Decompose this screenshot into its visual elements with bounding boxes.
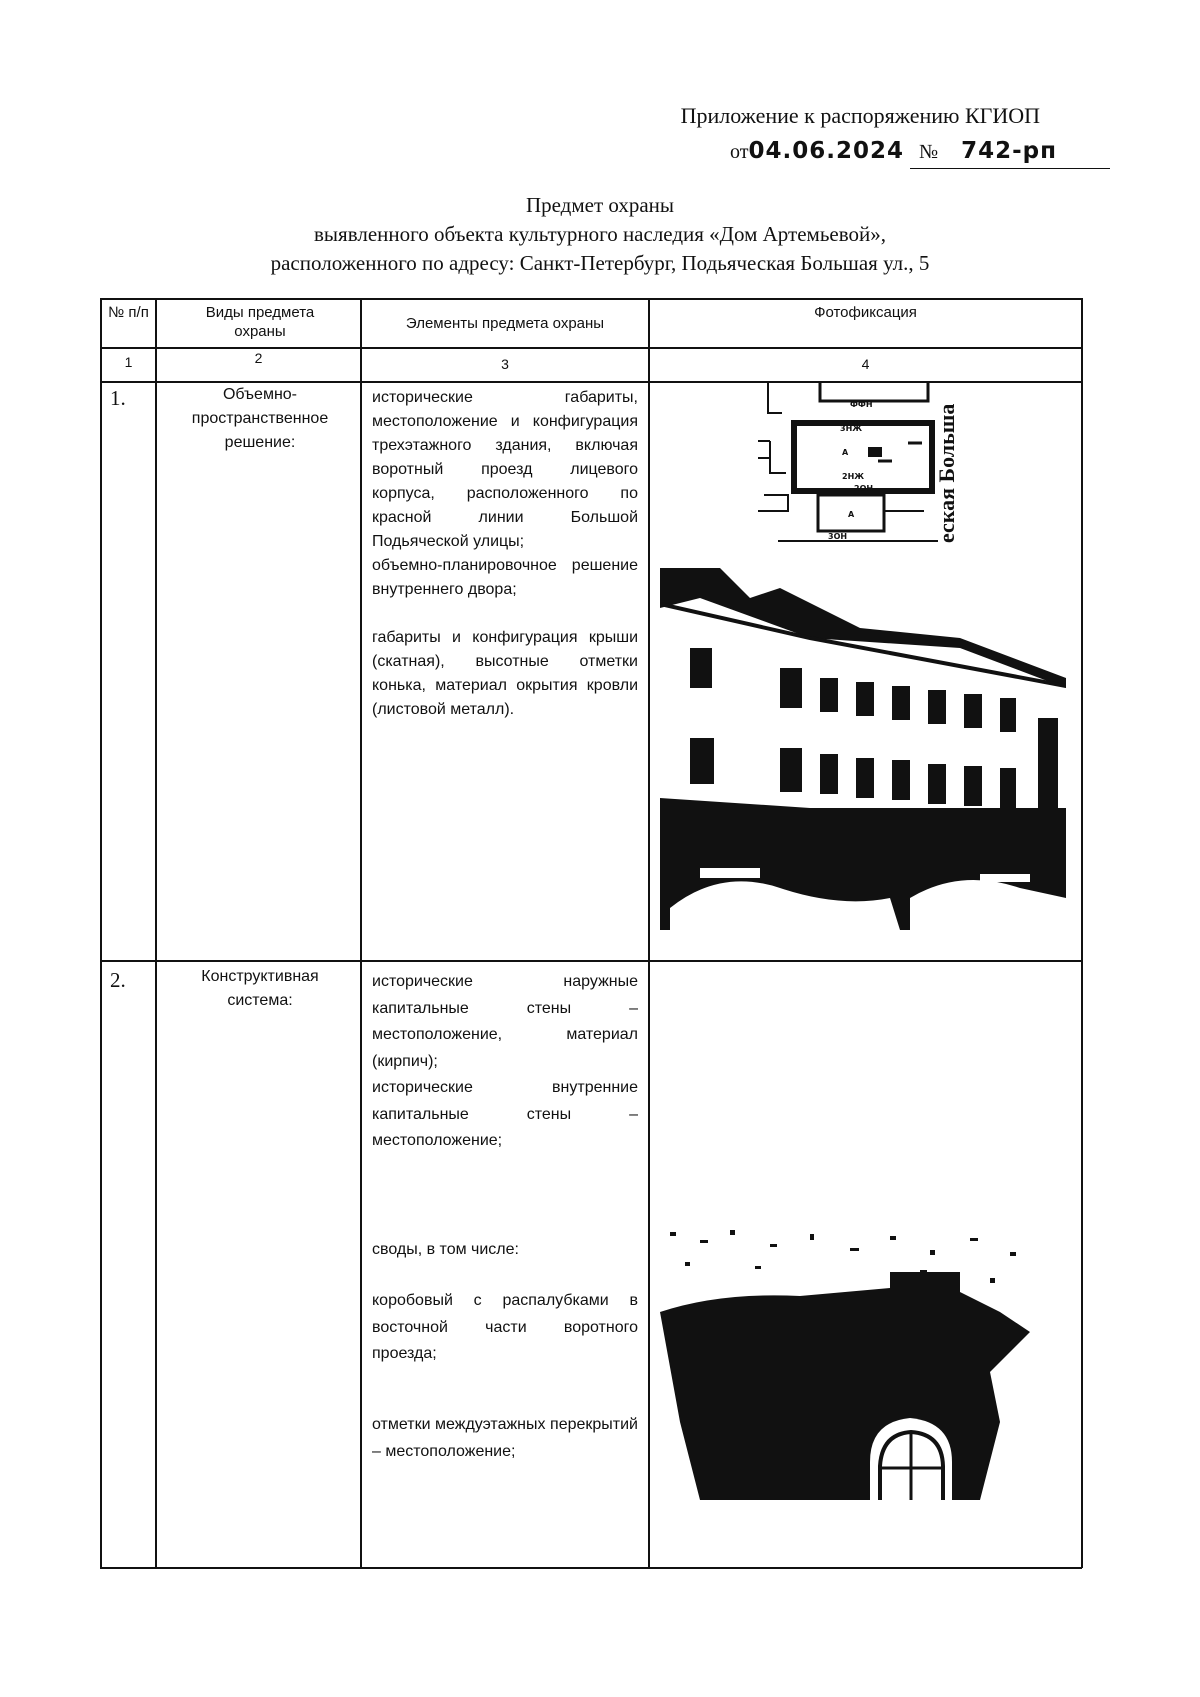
element-item: исторические внутренние капитальные стены – местоположение; <box>372 1079 638 1149</box>
row-kind: Объемно-пространственное решение: <box>191 386 329 451</box>
table-rule <box>155 298 157 1568</box>
element-item: своды, в том числе: <box>372 1241 519 1258</box>
table-rule <box>648 298 650 1568</box>
col-header-number: № п/п <box>108 304 149 321</box>
object-name: выявленного объекта культурного наследия «Дом Артемьевой», <box>314 222 886 246</box>
table-border <box>1081 298 1083 1568</box>
map-label: А <box>842 448 849 457</box>
map-label: ФФН <box>850 400 873 409</box>
document-title: Предмет охраны <box>525 193 675 217</box>
row-number: 1. <box>110 386 126 410</box>
vault-photo <box>660 1222 1060 1500</box>
vault-photo-drawing <box>660 1222 1060 1500</box>
col-header-photo: Фотофиксация <box>814 304 917 321</box>
col-number: 3 <box>501 356 509 372</box>
map-label: 3ОН <box>828 532 848 541</box>
site-plan-drawing <box>758 383 960 543</box>
row-elements <box>372 1412 638 1465</box>
col-header-elements: Элементы предмета охраны <box>405 315 605 332</box>
row-elements <box>372 1288 638 1368</box>
facade-photo-drawing <box>660 568 1066 930</box>
object-address: расположенного по адресу: Санкт-Петербург, Подьяческая Большая ул., 5 <box>270 251 930 275</box>
row-elements <box>372 386 638 722</box>
row-number: 2. <box>110 968 126 992</box>
order-number: 742-рп <box>961 138 1058 164</box>
map-label: 2НЖ <box>842 472 865 481</box>
map-label: 2ОН <box>854 484 874 493</box>
row-elements <box>372 969 638 1155</box>
table-border <box>100 298 102 1568</box>
map-label: А <box>848 510 855 519</box>
table-border <box>100 1567 1082 1569</box>
table-border <box>100 298 1082 300</box>
row-kind: Конструктивная система: <box>201 968 319 1009</box>
col-number: 1 <box>124 354 133 370</box>
facade-photo <box>660 568 1066 930</box>
appendix-title: Приложение к распоряжению КГИОП <box>680 103 1040 128</box>
order-number-label: № <box>919 141 939 163</box>
site-plan-image <box>758 383 960 543</box>
table-rule <box>360 298 362 1568</box>
order-date: 04.06.2024 <box>748 138 904 164</box>
table-rule <box>100 347 1082 349</box>
col-number: 4 <box>861 356 870 372</box>
map-street-label: еская Больша <box>934 403 959 543</box>
element-item: габариты и конфигурация крыши (скатная), высотные отметки конька, материал окрытия кровли (листовой металл). <box>372 629 638 718</box>
element-item: коробовый с распалубками в восточной части воротного проезда; <box>372 1292 638 1362</box>
order-prefix: от <box>730 141 749 163</box>
row-elements <box>372 1238 638 1262</box>
map-label: 3НЖ <box>840 424 863 433</box>
col-number: 2 <box>254 350 263 366</box>
element-item: исторические габариты, местоположение и конфигурация трехэтажного здания, включая воротный проезд лицевого корпуса, расположенного по красной линии Большой Подьяческой улицы; <box>372 389 638 550</box>
element-item: исторические наружные капитальные стены – местоположение, материал (кирпич); <box>372 973 638 1070</box>
order-underline <box>910 168 1110 169</box>
element-item: объемно-планировочное решение внутреннего двора; <box>372 557 638 598</box>
table-rule <box>100 960 1082 962</box>
col-header-kind: Виды предмета охраны <box>205 304 315 340</box>
order-line <box>730 138 1130 164</box>
element-item: отметки междуэтажных перекрытий – местоположение; <box>372 1416 638 1460</box>
